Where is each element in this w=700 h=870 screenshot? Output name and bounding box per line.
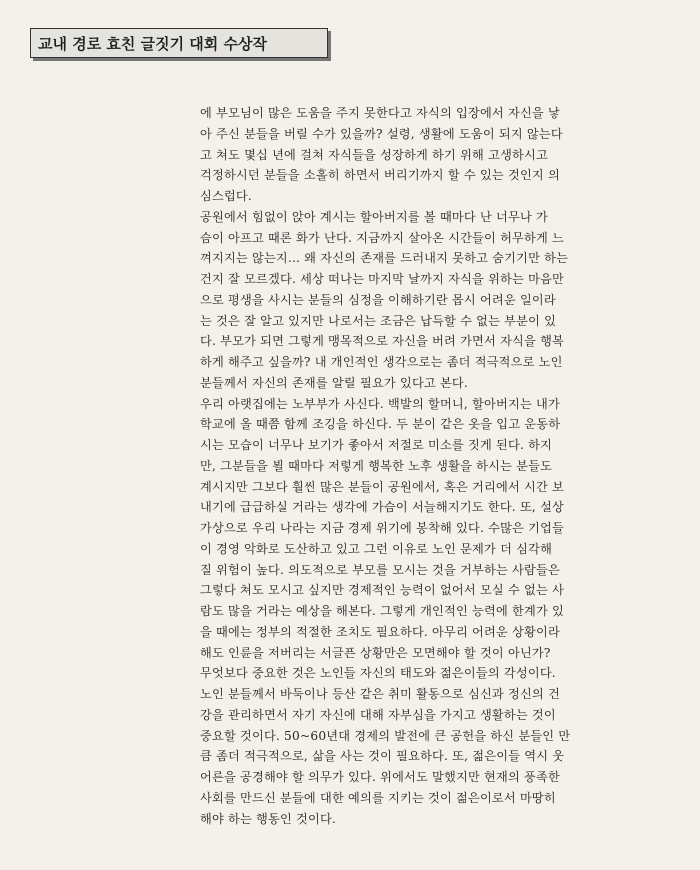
text-line: 내기에 급급하실 거라는 생각에 가슴이 서늘해지기도 한다. 또, 설상 — [200, 500, 565, 515]
text-line: 아 주신 분들을 버릴 수가 있을까? 설령, 생활에 도움이 되지 않는다 — [200, 126, 563, 141]
contest-title: 교내 경로 효친 글짓기 대회 수상작 — [38, 34, 267, 53]
text-line: 시는 모습이 너무나 보기가 좋아서 저절로 미소를 짓게 된다. 하지 — [200, 438, 553, 452]
text-line: 하게 해주고 싶을까? 내 개인적인 생각으로는 좀더 적극적으로 노인 — [200, 355, 563, 369]
text-line: 질 위험이 높다. 의도적으로 부모를 모시는 것을 거부하는 사람들은 — [200, 562, 560, 577]
text-line: 이 경영 악화로 도산하고 있고 그런 이유로 노인 문제가 더 심각해 — [200, 541, 553, 556]
text-line: 심스럽다. — [200, 189, 252, 203]
text-line: 걱정하시던 분들을 소홀히 하면서 버리기까지 할 수 있는 것인지 의 — [200, 168, 560, 183]
text-line: 가상으로 우리 나라는 지금 경제 위기에 봉착해 있다. 수많은 기업들 — [200, 521, 565, 535]
text-line: 큼 좀더 적극적으로, 삶을 사는 것이 필요하다. 또, 젊은이들 역시 웃 — [200, 749, 565, 764]
text-line: 그렇다 쳐도 모시고 싶지만 경제적인 능력이 없어서 모실 수 없는 사 — [200, 583, 565, 598]
text-line: 만, 그분들을 뵐 때마다 저렇게 행복한 노후 생활을 하시는 분들도 — [200, 458, 553, 473]
text-line: 계시지만 그보다 훨씬 많은 분들이 공원에서, 혹은 거리에서 시간 보 — [200, 479, 565, 494]
text-line: 껴지지는 않는지... 왜 자신의 존재를 드러내지 못하고 숨기기만 하는 — [200, 251, 569, 266]
text-line: 건지 잘 모르겠다. 세상 떠나는 마지막 날까지 자식을 위하는 마음만 — [200, 272, 565, 286]
text-line: 다. 부모가 되면 그렇게 맹목적으로 자신을 버려 가면서 자식을 행복 — [200, 334, 565, 349]
text-line: 는 것은 잘 알고 있지만 나로서는 조금은 납득할 수 없는 부분이 있 — [200, 313, 557, 328]
text-line: 으로 평생을 사시는 분들의 심정을 이해하기란 몹시 어려운 일이라 — [200, 292, 556, 307]
text-line: 람도 많을 거라는 예상을 해본다. 그렇게 개인적인 능력에 한계가 있 — [200, 604, 565, 618]
text-line: 분들께서 자신의 존재를 알릴 필요가 있다고 본다. — [200, 375, 468, 390]
text-line: 우리 아랫집에는 노부부가 사신다. 백발의 할머니, 할아버지는 내가 — [200, 396, 560, 411]
text-line: 강을 관리하면서 자기 자신에 대해 자부심을 가지고 생활하는 것이 — [200, 707, 556, 722]
text-line: 해야 하는 행동인 것이다. — [200, 811, 337, 826]
text-line: 을 때에는 정부의 적절한 조치도 필요하다. 아무리 어려운 상황이라 — [200, 624, 560, 639]
text-line: 노인 분들께서 바둑이나 등산 같은 취미 활동으로 심신과 정신의 건 — [200, 687, 560, 701]
contest-title-box — [30, 28, 328, 58]
text-line: 슴이 아프고 때론 화가 난다. 지금까지 살아온 시간들이 허무하게 느 — [200, 230, 565, 245]
text-line: 해도 인륜을 저버리는 서글픈 상황만은 모면해야 할 것이 아닌가? — [200, 645, 551, 660]
text-line: 공원에서 힘없이 앉아 계시는 할아버지를 볼 때마다 난 너무나 가 — [200, 209, 548, 224]
text-line: 사회를 만드신 분들에 대한 예의를 지키는 것이 젊은이로서 마땅히 — [200, 790, 556, 805]
text-line: 에 부모님이 많은 도움을 주지 못한다고 자식의 입장에서 자신을 낳 — [200, 106, 560, 120]
text-line: 무엇보다 중요한 것은 노인들 자신의 태도와 젊은이들의 각성이다. — [200, 666, 556, 681]
text-line: 학교에 올 때쯤 함께 조깅을 하신다. 두 분이 같은 옷을 입고 운동하 — [200, 417, 561, 432]
text-line: 중요할 것이다. 50~60년대 경제의 발전에 큰 공헌을 하신 분들인 만 — [200, 728, 571, 743]
essay-body — [200, 103, 672, 829]
text-line: 고 쳐도 몇십 년에 걸쳐 자식들을 성장하게 하기 위해 고생하시고 — [200, 147, 548, 162]
text-line: 어른을 공경해야 할 의무가 있다. 위에서도 말했지만 현재의 풍족한 — [200, 770, 560, 784]
